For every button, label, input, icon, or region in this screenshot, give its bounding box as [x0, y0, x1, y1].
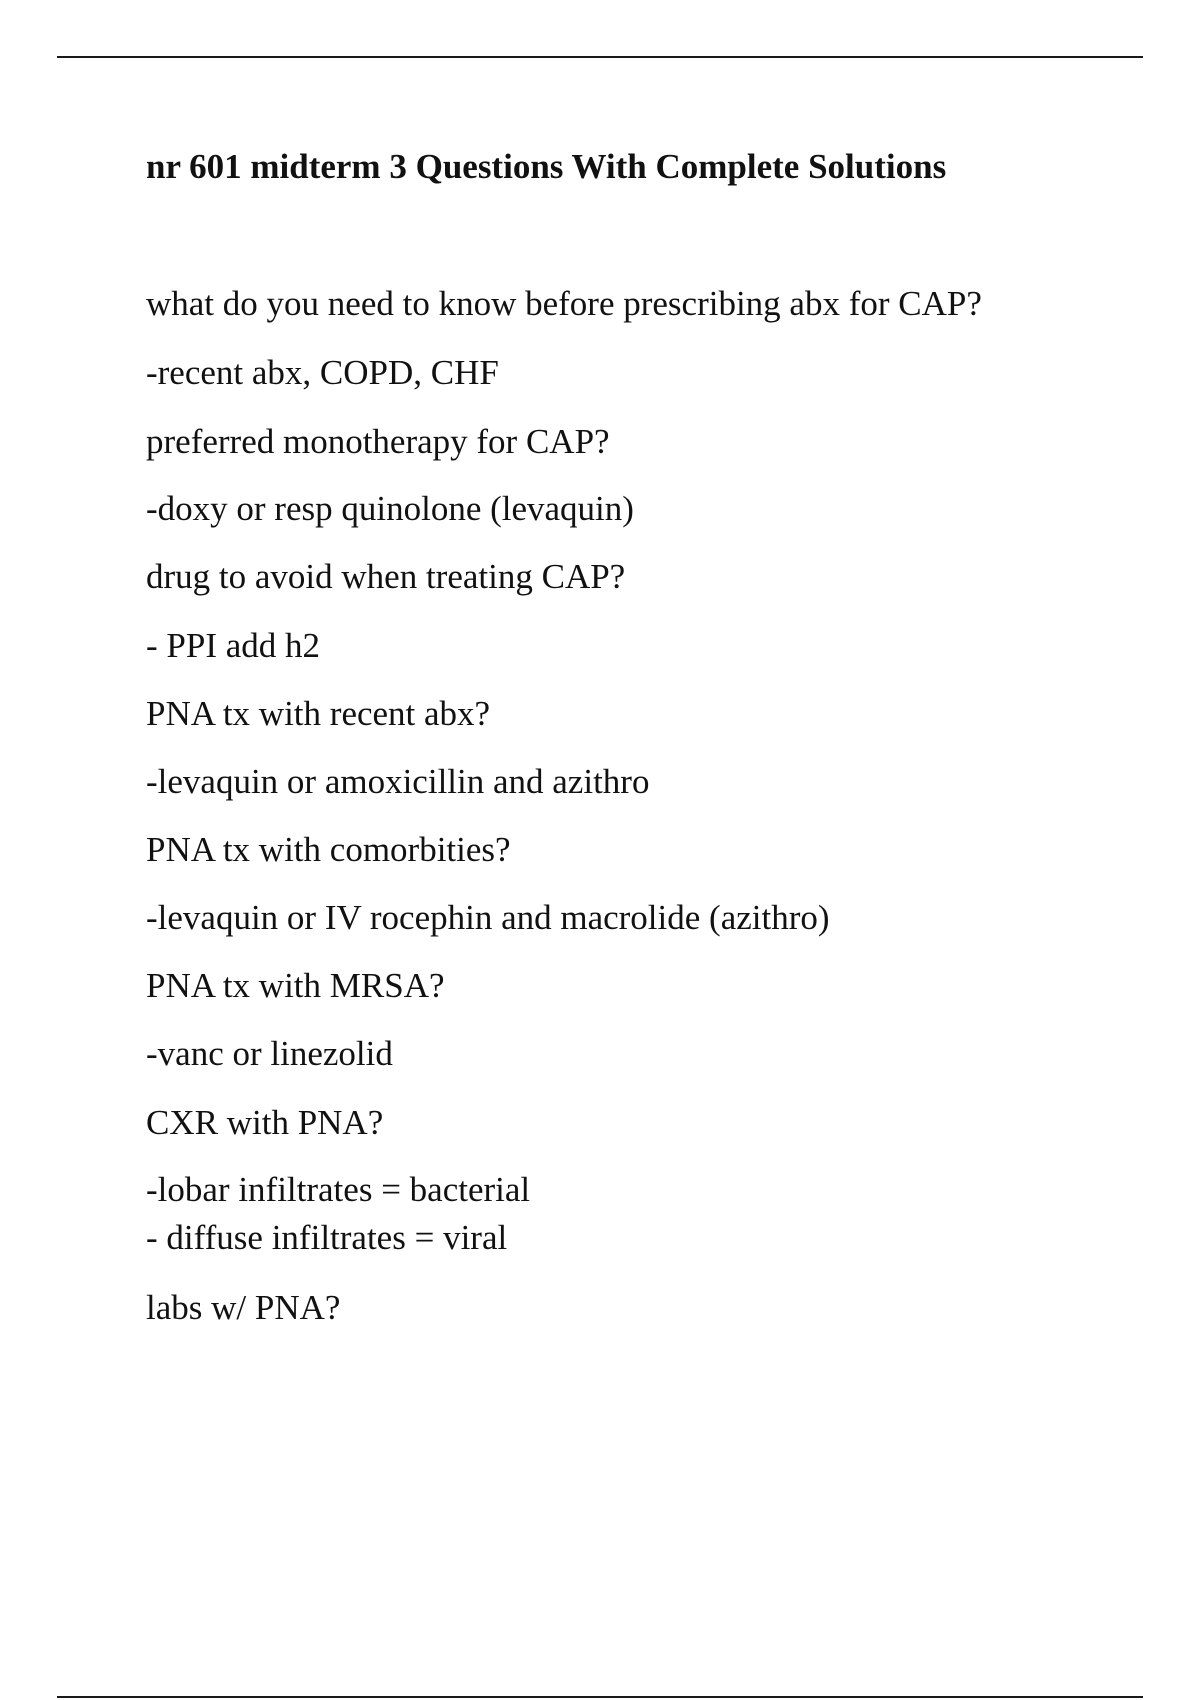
question-5: PNA tx with comorbities?	[146, 830, 511, 869]
answer-1: -recent abx, COPD, CHF	[146, 353, 499, 392]
answer-7-line-1: -lobar infiltrates = bacterial	[146, 1170, 531, 1209]
question-3: drug to avoid when treating CAP?	[146, 557, 626, 596]
answer-2: -doxy or resp quinolone (levaquin)	[146, 489, 634, 528]
page-title: nr 601 midterm 3 Questions With Complete Solutions	[146, 147, 947, 186]
bottom-divider	[57, 1696, 1143, 1698]
answer-3: - PPI add h2	[146, 626, 321, 665]
question-4: PNA tx with recent abx?	[146, 694, 491, 733]
question-6: PNA tx with MRSA?	[146, 966, 445, 1005]
question-2: preferred monotherapy for CAP?	[146, 422, 610, 461]
question-8: labs w/ PNA?	[146, 1288, 341, 1327]
answer-6: -vanc or linezolid	[146, 1034, 393, 1073]
top-divider	[57, 56, 1143, 58]
question-7: CXR with PNA?	[146, 1103, 384, 1142]
answer-4: -levaquin or amoxicillin and azithro	[146, 762, 650, 801]
answer-5: -levaquin or IV rocephin and macrolide (azithro)	[146, 898, 830, 937]
answer-7-line-2: - diffuse infiltrates = viral	[146, 1218, 508, 1257]
question-1: what do you need to know before prescribing abx for CAP?	[146, 284, 982, 323]
